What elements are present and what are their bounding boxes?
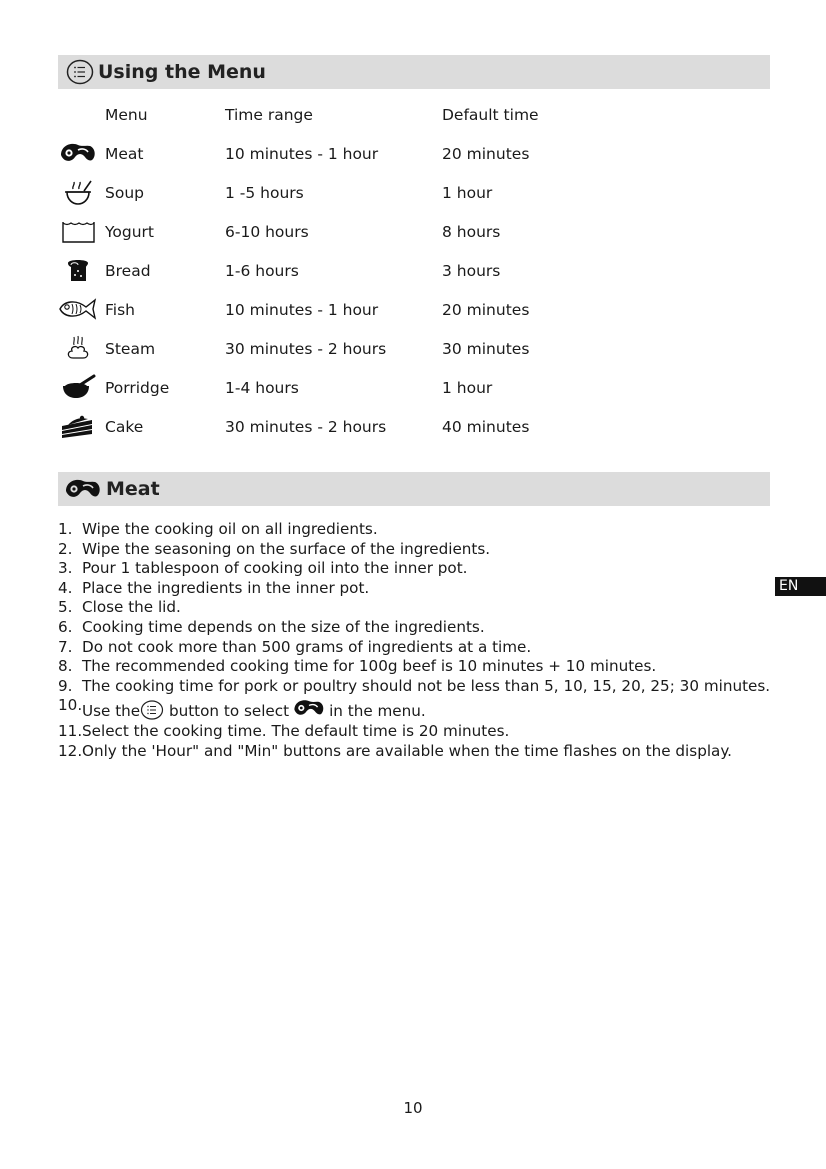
default-time: 3 hours (442, 262, 501, 280)
step-text: Do not cook more than 500 grams of ingredients at a time. (82, 637, 532, 656)
step-number: 12. (58, 741, 83, 760)
column-header-menu: Menu (105, 106, 148, 124)
step-number: 1. (58, 520, 73, 538)
column-header-time-range: Time range (225, 106, 313, 124)
meat-icon (289, 696, 329, 720)
default-time: 40 minutes (442, 418, 530, 436)
step-text: Wipe the seasoning on the surface of the ingredients. (82, 539, 491, 558)
list-item (58, 696, 778, 722)
step-number: 10. (58, 696, 83, 715)
list-item (58, 677, 778, 697)
time-range: 1 -5 hours (225, 184, 304, 202)
step-text: Close the lid. (82, 598, 181, 617)
step-number: 2. (58, 539, 73, 558)
step-text: Select the cooking time. The default time is 20 minutes. (82, 721, 510, 740)
language-tab: EN (775, 577, 826, 596)
step-text: The recommended cooking time for 100g beef is 10 minutes + 10 minutes. (82, 657, 657, 676)
yogurt-icon (58, 217, 98, 245)
menu-name: Meat (105, 145, 144, 163)
step-text: in the menu. (329, 702, 426, 721)
menu-name: Fish (105, 301, 135, 319)
time-range: 10 minutes - 1 hour (225, 301, 379, 319)
column-header-default-time: Default time (442, 106, 539, 124)
time-range: 1-6 hours (225, 262, 299, 280)
step-text: Pour 1 tablespoon of cooking oil into the inner pot. (82, 559, 468, 578)
menu-name: Bread (105, 262, 151, 280)
cake-icon (58, 412, 98, 440)
table-row (58, 177, 658, 207)
default-time: 1 hour (442, 184, 493, 202)
step-text: Only the 'Hour" and "Min" buttons are available when the time flashes on the display. (82, 741, 733, 760)
menu-list-icon (140, 700, 164, 720)
meat-icon (63, 475, 103, 503)
list-item (58, 722, 778, 742)
step-number: 6. (58, 617, 73, 636)
menu-name: Cake (105, 418, 144, 436)
list-item (58, 657, 778, 677)
step-text: Cooking time depends on the size of the ingredients. (82, 617, 485, 636)
menu-name: Steam (105, 340, 156, 358)
section-header-meat (58, 472, 770, 506)
table-header-row (58, 99, 658, 129)
list-item (58, 540, 778, 560)
menu-name: Yogurt (105, 223, 155, 241)
default-time: 30 minutes (442, 340, 530, 358)
default-time: 8 hours (442, 223, 501, 241)
table-row (58, 255, 658, 285)
default-time: 20 minutes (442, 301, 530, 319)
step-number: 7. (58, 637, 73, 656)
menu-list-icon (66, 59, 94, 85)
list-item (58, 638, 778, 658)
instruction-list (58, 520, 778, 761)
default-time: 20 minutes (442, 145, 530, 163)
section-header-using-menu (58, 55, 770, 89)
step-number: 4. (58, 578, 73, 597)
step-number: 9. (58, 676, 73, 695)
step-number: 5. (58, 598, 73, 617)
list-item (58, 618, 778, 638)
step-number: 3. (58, 559, 73, 578)
step-text: Wipe the cooking oil on all ingredients. (82, 520, 378, 538)
table-row (58, 138, 658, 168)
step-number: 11. (58, 721, 83, 740)
list-item (58, 559, 778, 579)
time-range: 30 minutes - 2 hours (225, 418, 387, 436)
step-text: button to select (168, 702, 290, 721)
step-text: Use the (82, 702, 141, 721)
step-text: Place the ingredients in the inner pot. (82, 578, 370, 597)
step-text: The cooking time for pork or poultry should not be less than 5, 10, 15, 20, 25; 30 minutes. (82, 676, 771, 695)
section-title: Meat (106, 478, 160, 500)
table-row (58, 411, 658, 441)
table-row (58, 333, 658, 363)
bread-icon (58, 256, 98, 284)
steam-icon (58, 334, 98, 362)
list-item (58, 742, 778, 762)
table-row (58, 294, 658, 324)
time-range: 1-4 hours (225, 379, 299, 397)
porridge-icon (58, 373, 98, 401)
page-number: 10 (403, 1099, 423, 1117)
table-row (58, 216, 658, 246)
time-range: 6-10 hours (225, 223, 309, 241)
menu-name: Soup (105, 184, 144, 202)
list-item (58, 598, 778, 618)
menu-name: Porridge (105, 379, 170, 397)
table-row (58, 372, 658, 402)
default-time: 1 hour (442, 379, 493, 397)
meat-icon (58, 139, 98, 167)
section-title: Using the Menu (98, 61, 266, 83)
soup-icon (58, 178, 98, 206)
fish-icon (58, 295, 98, 323)
time-range: 10 minutes - 1 hour (225, 145, 379, 163)
time-range: 30 minutes - 2 hours (225, 340, 387, 358)
list-item (58, 579, 778, 599)
list-item (58, 520, 778, 540)
step-number: 8. (58, 657, 73, 676)
